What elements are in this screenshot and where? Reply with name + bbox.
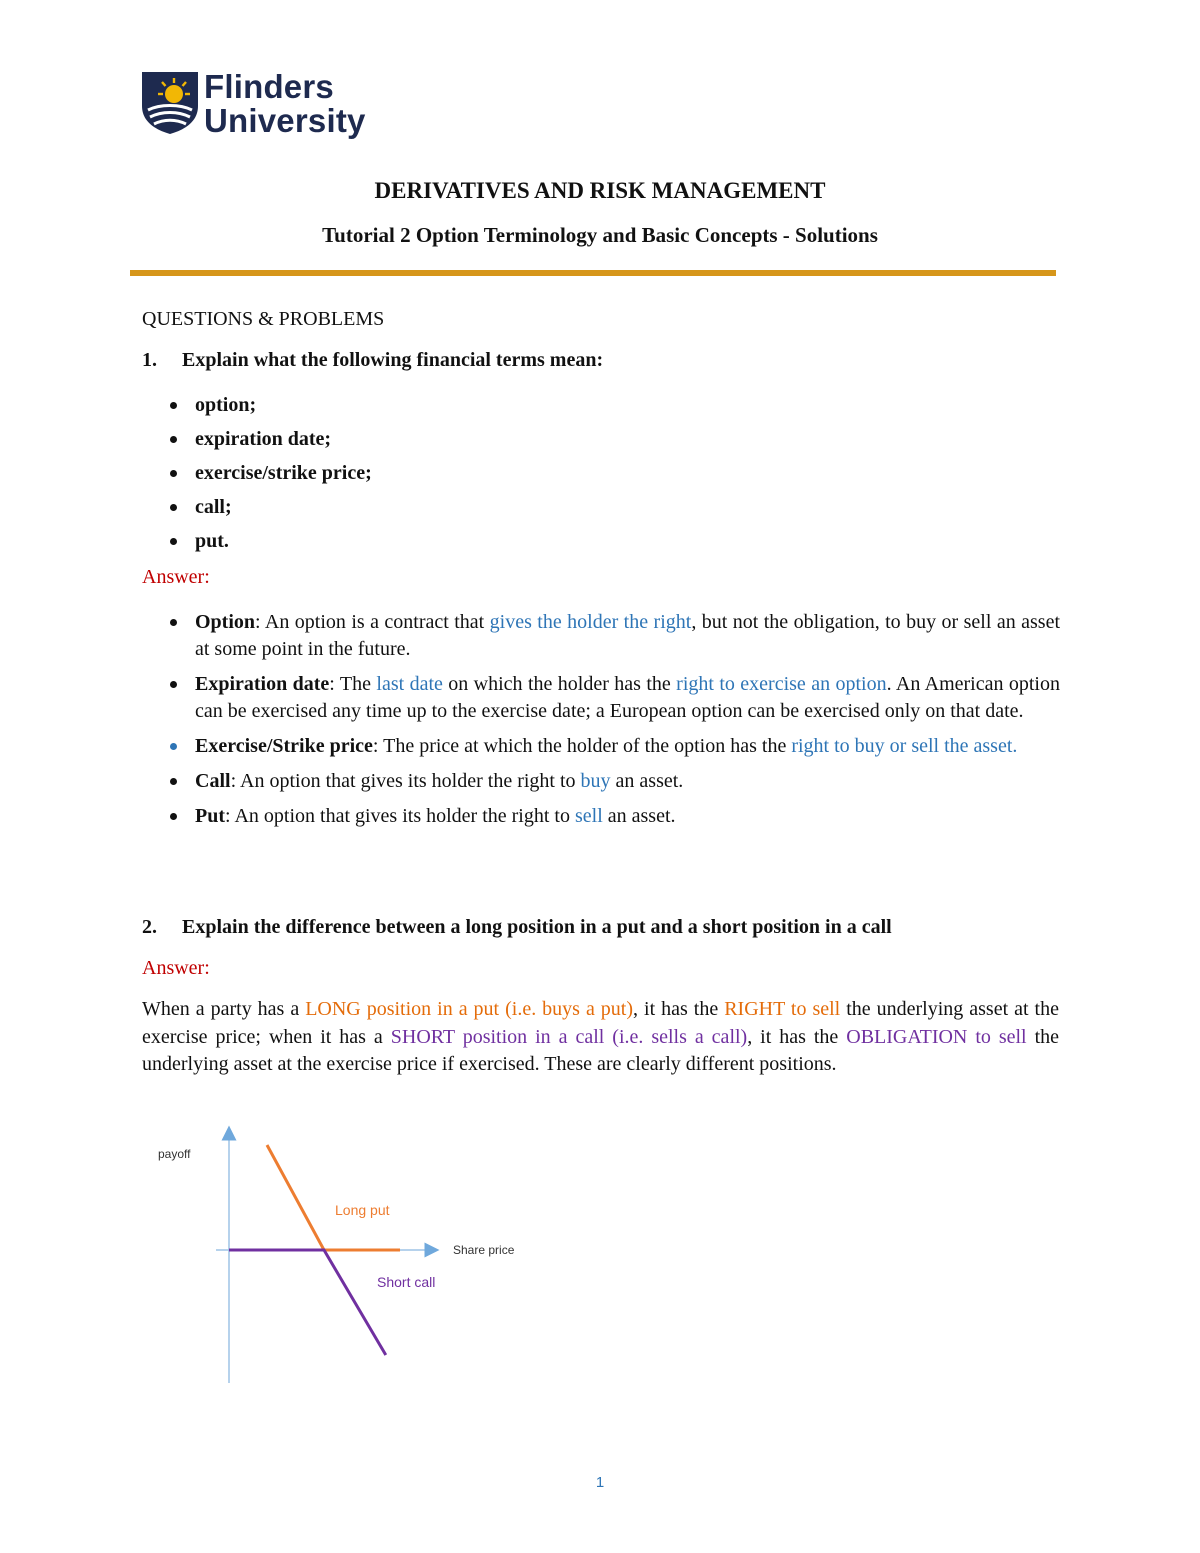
series-line-long-put xyxy=(267,1145,400,1250)
section-label: QUESTIONS & PROBLEMS xyxy=(142,308,385,330)
answer-text: When a party has a xyxy=(142,998,306,1020)
question-2-heading xyxy=(142,916,892,939)
answer-item-put xyxy=(195,803,1060,830)
question-text: Explain the difference between a long position in a put and a short position in a call xyxy=(182,916,892,938)
highlighted-text: gives the holder the right xyxy=(489,611,692,633)
logo-line-university: University xyxy=(204,102,366,139)
series-label-long-put: Long put xyxy=(335,1202,390,1218)
term-list xyxy=(195,392,372,562)
answer-text: on which the holder has the xyxy=(442,673,677,695)
list-item: put. xyxy=(195,528,372,562)
highlighted-text: LONG position in a put (i.e. buys a put) xyxy=(305,998,634,1020)
payoff-chart xyxy=(150,1125,550,1390)
answer-text: the underlying asset at the exercise price; when it has a xyxy=(142,998,1059,1048)
highlighted-text: last date xyxy=(376,673,443,695)
highlighted-text: buy xyxy=(580,770,611,792)
question-number: 1. xyxy=(142,349,157,371)
series-layer xyxy=(229,1145,400,1355)
answer-text: : The price at which the holder of the option has the xyxy=(372,735,792,757)
highlighted-text: right to exercise an option xyxy=(676,673,887,695)
term-label: Call xyxy=(195,770,231,792)
question-number: 2. xyxy=(142,916,157,938)
term-label: Put xyxy=(195,805,225,827)
question-1-heading xyxy=(142,349,603,372)
answer-text: : An option that gives its holder the right to xyxy=(230,770,581,792)
answer-text: : An option that gives its holder the right to xyxy=(225,805,575,827)
answer-list xyxy=(195,609,1060,838)
highlighted-text: sell xyxy=(574,805,603,827)
answer-text: , it has the xyxy=(633,998,725,1020)
term-label: Exercise/Strike price xyxy=(195,735,373,757)
answer-item-strike-price xyxy=(195,733,1060,760)
term-label: Option xyxy=(195,611,256,633)
answer-item-call xyxy=(195,768,1060,795)
title-divider xyxy=(130,270,1056,276)
series-label-short-call: Short call xyxy=(377,1274,436,1290)
series-line-short-call xyxy=(229,1250,386,1355)
answer-label: Answer: xyxy=(142,566,210,588)
list-item: option; xyxy=(195,392,372,426)
answer-text: , but not the obligation, to buy or sell an asset at some point in the future. xyxy=(195,611,1061,660)
question-text: Explain what the following financial terms mean: xyxy=(182,349,604,371)
term-label: Expiration date xyxy=(195,673,330,695)
logo-line-flinders: Flinders xyxy=(204,68,334,105)
answer-text: : An option is a contract that xyxy=(255,611,490,633)
answer-text: . An American option can be exercised any time up to the exercise date; a European option can be exercised only on that date. xyxy=(195,673,1060,722)
answer-text: an asset. xyxy=(602,805,676,827)
highlighted-text: SHORT position in a call (i.e. sells a call) xyxy=(390,1025,748,1048)
answer-text: an asset. xyxy=(610,770,684,792)
university-logo xyxy=(140,70,380,140)
document-title: DERIVATIVES AND RISK MANAGEMENT xyxy=(374,178,826,203)
answer-paragraph xyxy=(142,996,1059,1079)
answer-text: : The xyxy=(329,673,377,695)
flinders-crest-icon xyxy=(140,70,200,136)
list-item: call; xyxy=(195,494,372,528)
list-item: expiration date; xyxy=(195,426,372,460)
answer-text: the underlying asset at the exercise price if exercised. These are clearly different positions. xyxy=(142,1025,1059,1075)
answer-label: Answer: xyxy=(142,957,210,979)
document-subtitle: Tutorial 2 Option Terminology and Basic Concepts - Solutions xyxy=(322,223,878,247)
highlighted-text: OBLIGATION to sell xyxy=(846,1025,1027,1048)
x-axis-label: Share price xyxy=(453,1243,515,1257)
highlighted-text: RIGHT to sell xyxy=(724,998,841,1020)
answer-item-option xyxy=(195,609,1060,663)
answer-item-expiration-date xyxy=(195,671,1060,725)
answer-text: , it has the xyxy=(747,1025,847,1048)
list-item: exercise/strike price; xyxy=(195,460,372,494)
highlighted-text: right to buy or sell the asset. xyxy=(791,735,1018,757)
page-number: 1 xyxy=(595,1474,605,1491)
y-axis-label: payoff xyxy=(158,1147,191,1161)
